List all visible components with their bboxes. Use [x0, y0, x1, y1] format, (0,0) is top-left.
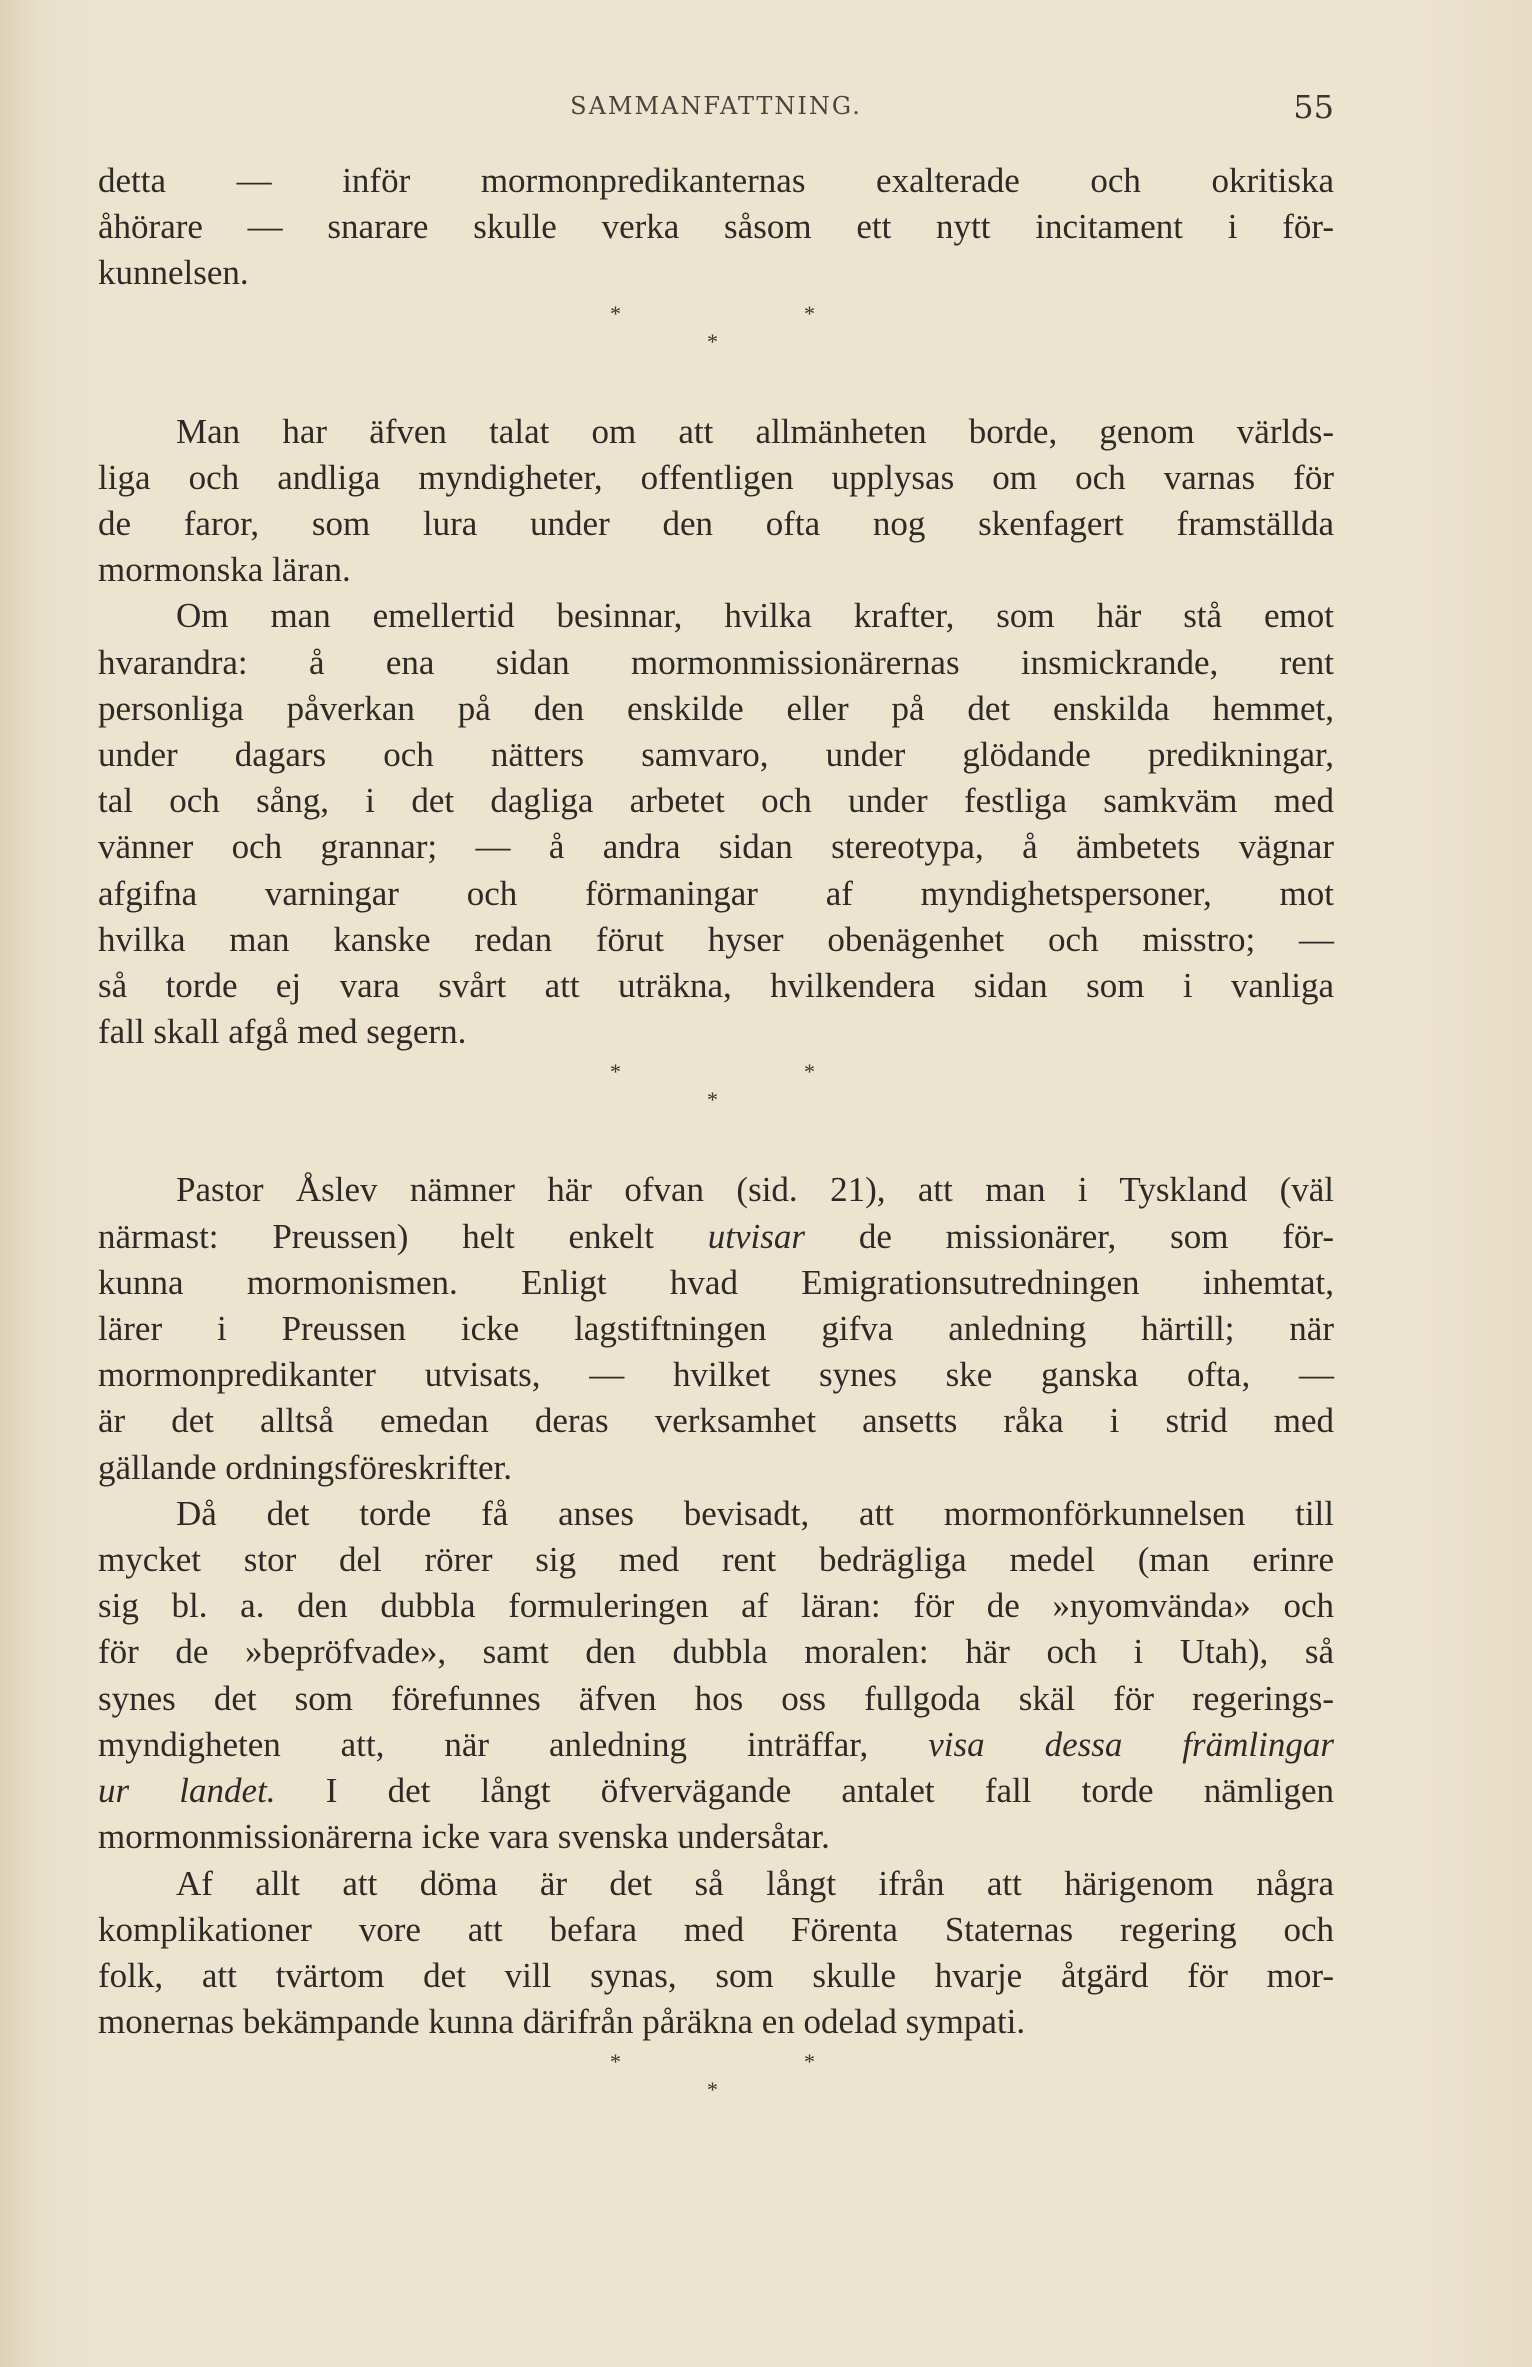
text-line: så torde ej vara svårt att uträkna, hvilkendera sidan som i vanliga: [98, 966, 1334, 1006]
body-text: [98, 158, 1334, 2157]
running-head: SAMMANFATTNING.: [570, 92, 862, 120]
asterisk-glyph: *: [610, 300, 621, 326]
text-line: liga och andliga myndigheter, offentligen upplysas om och varnas för: [98, 457, 1334, 497]
emphasized-text: ur landet.: [98, 1771, 276, 1811]
text-line: Om man emellertid besinnar, hvilka krafter, som här stå emot: [176, 596, 1334, 636]
asterisk-glyph: *: [707, 2077, 718, 2103]
emphasized-text: visa dessa främlingar: [928, 1724, 1334, 1764]
text-line: mormonska läran.: [98, 550, 351, 590]
asterisk-glyph: *: [707, 1087, 718, 1113]
text-line: är det alltså emedan deras verksamhet ansetts råka i strid med: [98, 1401, 1334, 1441]
text-line: gällande ordningsföreskrifter.: [98, 1447, 513, 1487]
section-separator-asterism: [98, 1055, 1334, 1167]
asterisk-glyph: *: [610, 2049, 621, 2075]
text-line: fall skall afgå med segern.: [98, 1012, 467, 1052]
text-line: kunnelsen.: [98, 253, 249, 293]
text-line: Då det torde få anses bevisadt, att mormonförkunnelsen till: [176, 1493, 1334, 1533]
text-line: mormonpredikanter utvisats, — hvilket synes ske ganska ofta, —: [98, 1355, 1334, 1395]
text-line: för de »bepröfvade», samt den dubbla moralen: här och i Utah), så: [98, 1632, 1334, 1672]
text-line: synes det som förefunnes äfven hos oss fullgoda skäl för regerings-: [98, 1678, 1334, 1718]
text-line: [98, 1214, 1334, 1260]
asterisk-glyph: *: [804, 300, 815, 326]
text-run: myndigheten att, när anledning inträffar,: [98, 1724, 929, 1764]
text-line: Man har äfven talat om att allmänheten borde, genom världs-: [176, 411, 1334, 451]
text-line: de faror, som lura under den ofta nog skenfagert framställda: [98, 504, 1334, 544]
page-number: 55: [1293, 88, 1334, 126]
text-run: de missionärer, som för-: [805, 1216, 1334, 1256]
text-line: monernas bekämpande kunna därifrån påräkna en odelad sympati.: [98, 2002, 1026, 2042]
text-run: I det långt öfvervägande antalet fall torde nämligen: [275, 1771, 1334, 1811]
section-separator-asterism: [98, 2045, 1334, 2157]
emphasized-text: utvisar: [707, 1216, 806, 1256]
text-line: hvarandra: å ena sidan mormonmissionärernas insmickrande, rent: [98, 642, 1334, 682]
section-separator-asterism: [98, 297, 1334, 409]
text-line: mormonmissionärerna icke vara svenska undersåtar.: [98, 1817, 830, 1857]
asterisk-glyph: *: [707, 328, 718, 354]
text-line: [98, 1722, 1334, 1768]
text-line: komplikationer vore att befara med Förenta Staternas regering och: [98, 1909, 1334, 1949]
asterisk-glyph: *: [610, 1059, 621, 1085]
asterisk-glyph: *: [804, 1059, 815, 1085]
text-line: lärer i Preussen icke lagstiftningen gifva anledning härtill; när: [98, 1309, 1334, 1349]
text-line: kunna mormonismen. Enligt hvad Emigrationsutredningen inhemtat,: [98, 1262, 1334, 1302]
text-line: personliga påverkan på den enskilde eller på det enskilda hemmet,: [98, 688, 1334, 728]
text-line: folk, att tvärtom det vill synas, som skulle hvarje åtgärd för mor-: [98, 1955, 1334, 1995]
text-line: vänner och grannar; — å andra sidan stereotypa, å ämbetets vägnar: [98, 827, 1334, 867]
text-line: [98, 1768, 1334, 1814]
page-header: [98, 88, 1334, 132]
text-run: närmast: Preussen) helt enkelt: [98, 1216, 708, 1256]
text-line: mycket stor del rörer sig med rent bedrägliga medel (man erinre: [98, 1540, 1334, 1580]
text-line: hvilka man kanske redan förut hyser obenägenhet och misstro; —: [98, 919, 1334, 959]
text-line: sig bl. a. den dubbla formuleringen af läran: för de »nyomvända» och: [98, 1586, 1334, 1626]
text-line: under dagars och nätters samvaro, under glödande predikningar,: [98, 735, 1334, 775]
text-line: tal och sång, i det dagliga arbetet och under festliga samkväm med: [98, 781, 1334, 821]
asterisk-glyph: *: [804, 2049, 815, 2075]
text-line: afgifna varningar och förmaningar af myndighetspersoner, mot: [98, 873, 1334, 913]
text-line: detta — inför mormonpredikanternas exalterade och okritiska: [98, 161, 1334, 200]
text-line: åhörare — snarare skulle verka såsom ett nytt incitament i för-: [98, 207, 1334, 247]
text-line: Pastor Åslev nämner här ofvan (sid. 21), att man i Tyskland (väl: [176, 1170, 1334, 1210]
text-line: Af allt att döma är det så långt ifrån att härigenom några: [176, 1863, 1334, 1903]
